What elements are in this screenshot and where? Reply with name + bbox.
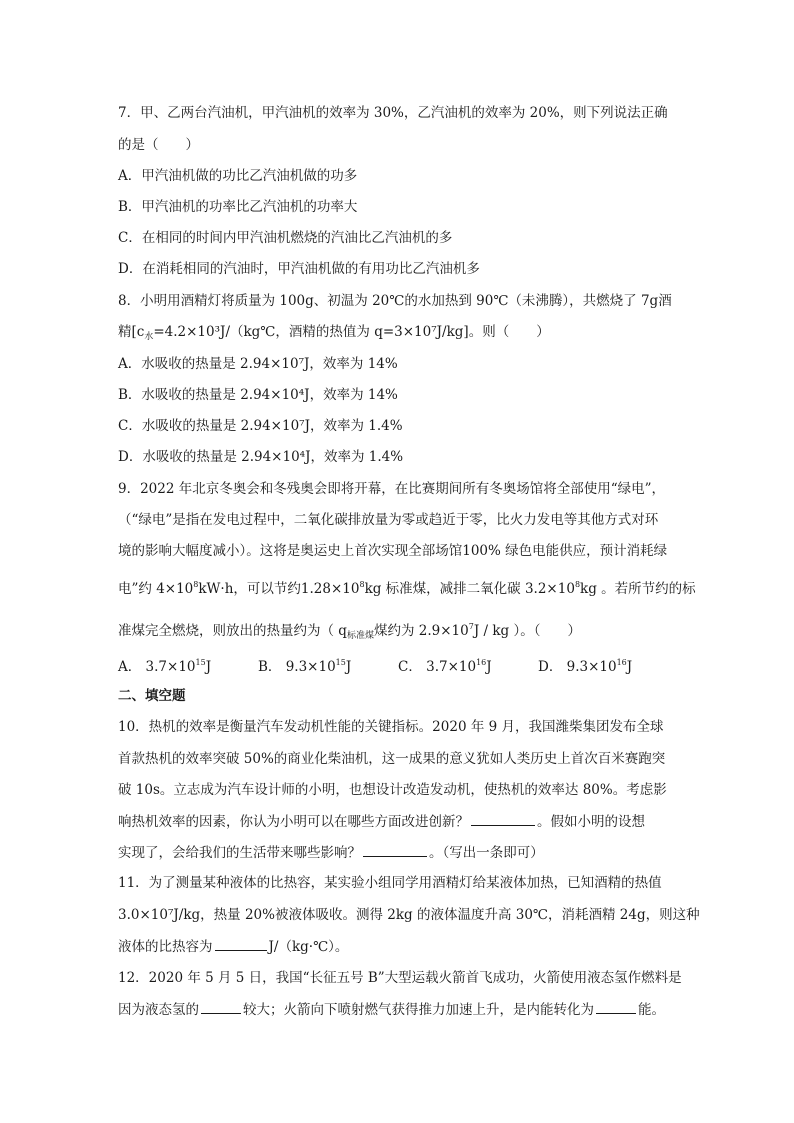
q12-text-c: 能。 (638, 1002, 665, 1018)
q8-stem-line2 (118, 322, 678, 347)
q9-sup-3: 8 (574, 580, 581, 589)
q9-text-c: kg 标准煤，减排二氧化碳 3.2×10 (364, 581, 575, 597)
q7-stem-line2: 的是（ ） (118, 137, 199, 153)
q10-stem-line5 (118, 842, 678, 863)
q9-subscript: 标准煤 (346, 631, 374, 641)
q7-stem-line1: 7．甲、乙两台汽油机，甲汽油机的效率为 30%，乙汽油机的效率为 20%，则下列说法正确 (118, 105, 668, 121)
q11-text-a: 液体的比热容为 (118, 939, 213, 955)
q9-stem-line5 (118, 617, 678, 646)
q9-text-b: kW·h，可以节约1.28×10 (198, 581, 360, 597)
q8-subscript: 水 (144, 332, 154, 342)
q7-option-c: C．在相同的时间内甲汽油机燃烧的汽油比乙汽油机的多 (118, 230, 453, 246)
q10-stem-line4 (118, 811, 678, 832)
q9-option-c-unit: J (486, 659, 492, 675)
q10-stem-line2: 首款热机的效率突破 50%的商业化柴油机，这一成果的意义犹如人类历史上首次百米赛跑突 (118, 751, 666, 767)
q9-stem-line1: 9．2022 年北京冬奥会和冬残奥会即将开幕，在比赛期间所有冬奥场馆将全部使用“绿电”， (118, 481, 666, 497)
q12-text-b: 较大；火箭向下喷射燃气获得推力加速上升，是内能转化为 (243, 1002, 594, 1018)
q9-option-c (398, 653, 492, 677)
q11-stem-line1: 11．为了测量某种液体的比热容，某实验小组同学用酒精灯给某液体加热，已知酒精的热值 (118, 875, 662, 891)
q11-stem-line2: 3.0×10⁷J/kg，热量 20%被液体吸收。测得 2kg 的液体温度升高 30℃，消耗酒精 24g，则这种 (118, 907, 700, 923)
q9-option-a-exp: 15 (195, 658, 206, 667)
q9-text-g: J / kg ）。（ ） (473, 623, 581, 639)
q9-stem-line4 (118, 575, 696, 599)
q9-option-b-text: B． 9.3×10 (258, 659, 336, 675)
q7-option-a: A．甲汽油机做的功比乙汽油机做的功多 (118, 168, 358, 184)
q8-option-a: A．水吸收的热量是 2.94×10⁷J，效率为 14% (118, 356, 398, 372)
q7-option-d: D．在消耗相同的汽油时，甲汽油机做的有用功比乙汽油机多 (118, 261, 480, 277)
q9-option-d-unit: J (626, 659, 633, 675)
q12-answer-blank-1[interactable] (201, 999, 241, 1014)
q8-stem-text-2: =4.2×10³J/（kg℃，酒精的热值为 q=3×10⁷J/kg]。则（ ） (153, 324, 550, 340)
q10-text-d: 。（写出一条即可） (429, 845, 544, 861)
q9-option-a-text: A． 3.7×10 (118, 659, 196, 675)
q7-option-b: B．甲汽油机的功率比乙汽油机的功率大 (118, 199, 358, 215)
q11-text-b: J/（kg·℃）。 (268, 939, 349, 955)
q9-option-b-exp: 15 (335, 658, 346, 667)
q9-option-a-unit: J (205, 659, 212, 675)
q10-stem-line3: 破 10s。立志成为汽车设计师的小明，也想设计改造发动机，使热机的效率达 80%。考虑影 (118, 782, 667, 798)
q9-option-d (538, 653, 632, 677)
q11-stem-line3 (118, 936, 678, 957)
q9-option-b (258, 653, 351, 677)
q12-text-a: 因为液态氢的 (118, 1002, 199, 1018)
q12-stem-line1: 12．2020 年 5 月 5 日，我国“长征五号 B”大型运载火箭首飞成功，火箭使用液态氢作燃料是 (118, 970, 682, 986)
q9-option-c-text: C． 3.7×10 (398, 659, 477, 675)
q10-answer-blank-2[interactable] (363, 842, 427, 857)
q9-text-d: kg 。若所节约的标 (580, 581, 696, 597)
q10-stem-line1: 10．热机的效率是衡量汽车发动机性能的关键指标。2020 年 9 月，我国潍柴集团发布全球 (118, 719, 664, 735)
q8-option-b: B．水吸收的热量是 2.94×10⁴J，效率为 14% (118, 387, 398, 403)
q11-answer-blank[interactable] (215, 936, 267, 951)
q9-option-d-text: D． 9.3×10 (538, 659, 617, 675)
q9-option-a (118, 653, 211, 677)
q9-option-c-exp: 16 (476, 658, 487, 667)
q10-text-b: 。假如小明的设想 (537, 814, 645, 830)
q10-text-c: 实现了，会给我们的生活带来哪些影响？ (118, 845, 361, 861)
q9-option-d-exp: 16 (616, 658, 627, 667)
q8-stem-line1: 8．小明用酒精灯将质量为 100g、初温为 20℃的水加热到 90℃（未沸腾），共燃烧了 7g酒 (118, 293, 672, 309)
q8-option-c: C．水吸收的热量是 2.94×10⁷J，效率为 1.4% (118, 418, 403, 434)
q8-option-d: D．水吸收的热量是 2.94×10⁴J，效率为 1.4% (118, 449, 404, 465)
q10-answer-blank-1[interactable] (471, 811, 535, 826)
q10-text-a: 响热机效率的因素，你认为小明可以在哪些方面改进创新？ (118, 814, 469, 830)
section-title-fill-blank: 二、填空题 (118, 688, 186, 704)
q12-answer-blank-2[interactable] (596, 999, 636, 1014)
q9-text-f: 煤约为 2.9×10 (373, 623, 469, 639)
q9-option-b-unit: J (345, 659, 352, 675)
q9-stem-line3: 境的影响大幅度减小）。这将是奥运史上首次实现全部场馆100% 绿色电能供应，预计消耗绿 (118, 543, 668, 559)
q9-sup-2: 8 (359, 580, 365, 589)
q9-text-a: 电”约 4×10 (118, 581, 194, 597)
q9-sup-4: 7 (468, 622, 474, 631)
q12-stem-line2 (118, 999, 678, 1020)
q9-sup-1: 8 (193, 580, 199, 589)
q9-options-row (118, 653, 678, 673)
q8-stem-text: 精[c (118, 324, 145, 340)
q9-text-e: 准煤完全燃烧，则放出的热量约为（ q (118, 623, 347, 639)
q9-stem-line2: （“绿电”是指在发电过程中，二氧化碳排放量为零或趋近于零，比火力发电等其他方式对环 (118, 512, 659, 528)
